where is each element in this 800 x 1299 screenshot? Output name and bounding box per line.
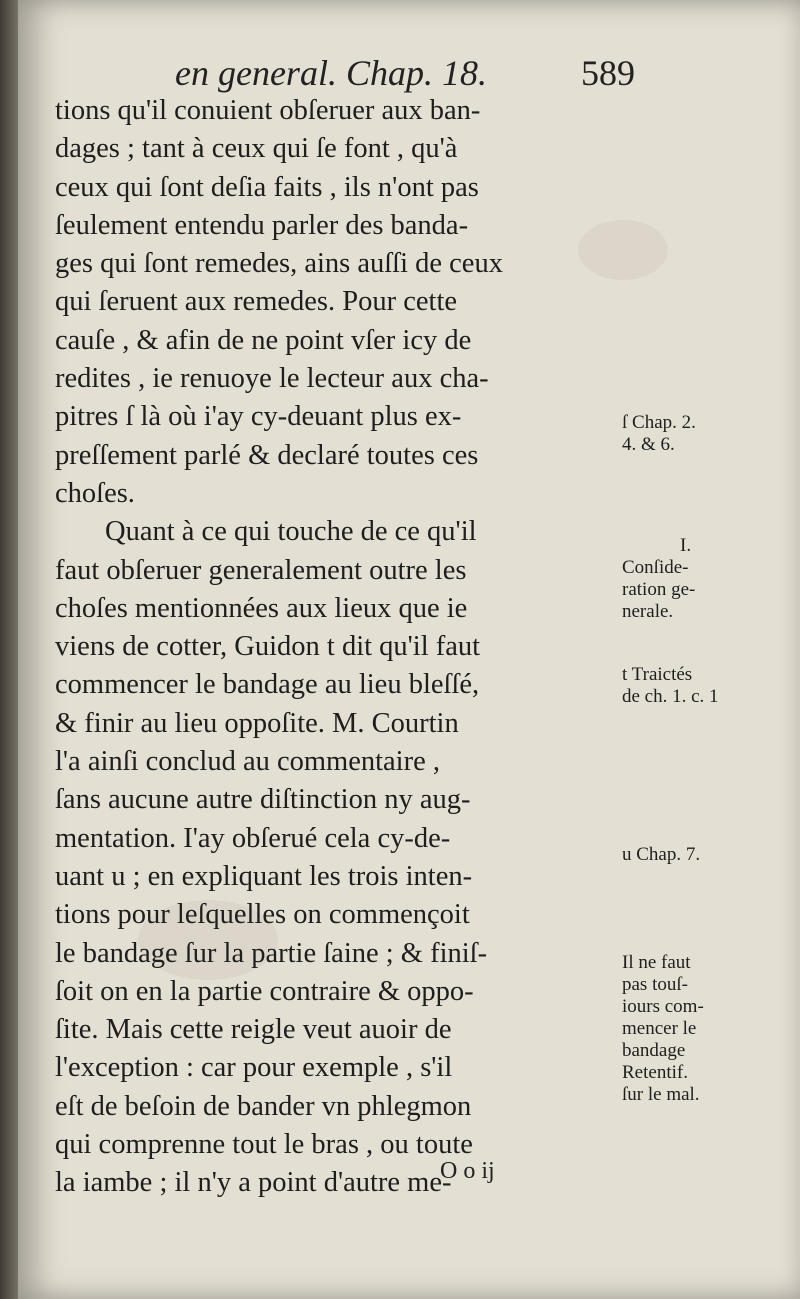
text-line: ſans aucune autre diſtinction ny aug- (55, 784, 471, 816)
text-line: ges qui ſont remedes, ains auſſi de ceux (55, 248, 503, 280)
margin-note-line: de ch. 1. c. 1 (622, 686, 719, 707)
text-line: qui ſeruent aux remedes. Pour cette (55, 286, 458, 318)
text-line: faut obſeruer generalement outre les (55, 554, 467, 586)
margin-note-chapter-7 (622, 844, 700, 866)
margin-note-line: I. (680, 535, 692, 556)
text-line: pitres ſ là où i'ay cy-deuant plus ex- (55, 401, 462, 433)
margin-note-chapter-ref (622, 412, 696, 456)
text-line: ſeulement entendu parler des banda- (55, 209, 469, 241)
text-line: preſſement parlé & declaré toutes ces (55, 439, 479, 471)
text-line: choſes mentionnées aux lieux que ie (55, 592, 468, 624)
margin-note-line: pas touſ- (622, 974, 688, 995)
margin-note-line: bandage (622, 1040, 686, 1061)
margin-note-line: u Chap. 7. (622, 844, 701, 865)
margin-note-line: Conſide- (622, 557, 689, 578)
page-number: 589 (581, 53, 635, 93)
text-line: cauſe , & afin de ne point vſer icy de (55, 324, 472, 356)
margin-note-line: Il ne faut (622, 952, 691, 973)
text-line: ceux qui ſont deſia faits , ils n'ont pas (55, 171, 479, 203)
margin-note-line: 4. & 6. (622, 434, 675, 455)
text-line: mentation. I'ay obſerué cela cy-de- (55, 822, 451, 854)
margin-note-line: ſ Chap. 2. (622, 412, 696, 433)
text-line: eſt de beſoin de bander vn phlegmon (55, 1090, 472, 1122)
text-line: & finir au lieu oppoſite. M. Courtin (55, 707, 459, 739)
text-line: qui comprenne tout le bras , ou toute (55, 1129, 473, 1161)
text-line: l'a ainſi conclud au commentaire , (55, 746, 440, 778)
text-line: ſoit on en la partie contraire & oppo- (55, 975, 474, 1007)
book-spine-shadow (0, 0, 20, 1299)
margin-note-line: Retentif. (622, 1062, 688, 1083)
text-line: viens de cotter, Guidon t dit qu'il faut (55, 631, 481, 663)
paragraph-start-line: Quant à ce qui touche de ce qu'il (105, 516, 477, 548)
margin-note-line: mencer le (622, 1018, 697, 1039)
text-line: commencer le bandage au lieu bleſſé, (55, 669, 480, 701)
text-line: uant u ; en expliquant les trois inten- (55, 860, 473, 892)
text-line: l'exception : car pour exemple , s'il (55, 1052, 453, 1084)
margin-note-consideration (622, 535, 695, 623)
margin-note-line: ration ge- (622, 579, 696, 600)
text-line: tions qu'il conuient obſeruer aux ban- (55, 95, 481, 126)
text-line: redites , ie renuoye le lecteur aux cha- (55, 363, 489, 395)
text-line: la iambe ; il n'y a point d'autre me- (55, 1167, 452, 1199)
body-text (55, 92, 615, 1203)
text-line: dages ; tant à ceux qui ſe font , qu'à (55, 133, 458, 165)
margin-note-line: nerale. (622, 601, 674, 622)
signature-mark: O o ij (440, 1158, 495, 1184)
text-line: tions pour leſquelles on commençoit (55, 899, 470, 931)
text-line: ſite. Mais cette reigle veut auoir de (55, 1014, 452, 1046)
running-title: en general. Chap. 18. (175, 53, 487, 93)
text-line: le bandage ſur la partie ſaine ; & finiſ- (55, 937, 488, 969)
margin-note-line: ſur le mal. (622, 1084, 700, 1105)
margin-note-traicte (622, 664, 719, 708)
margin-note-line: iours com- (622, 996, 704, 1017)
margin-note-rule (622, 952, 704, 1106)
margin-note-line: t Traictés (622, 664, 693, 685)
text-line: choſes. (55, 477, 135, 509)
